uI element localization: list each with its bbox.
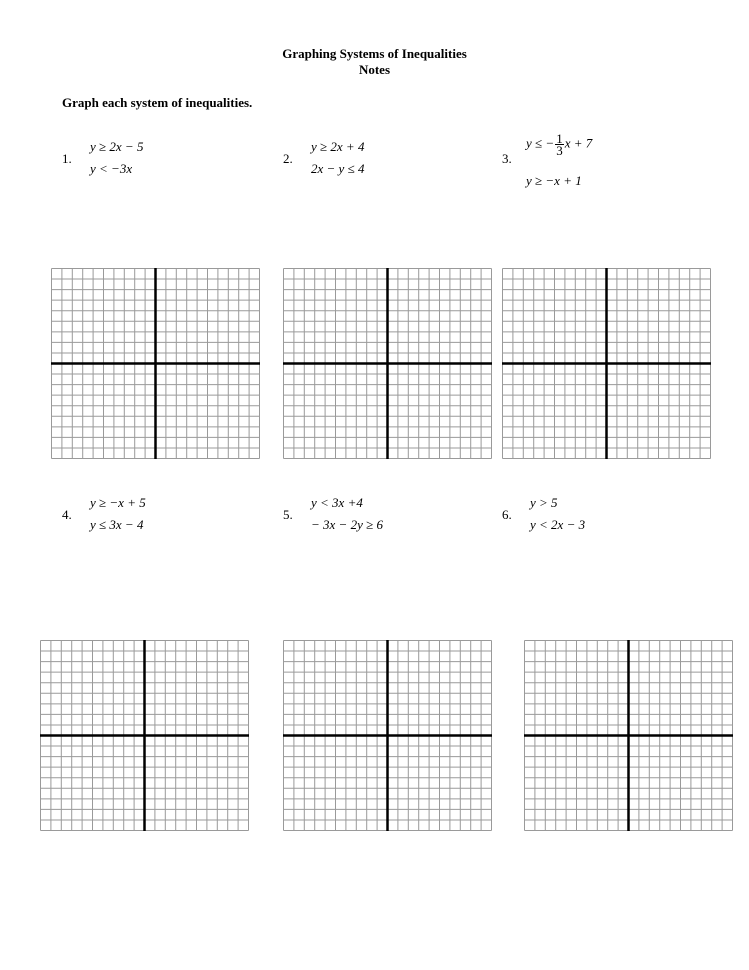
coordinate-grid-1[interactable] [51, 268, 260, 459]
coordinate-grid-2[interactable] [283, 268, 492, 459]
problem-number: 4. [62, 507, 72, 522]
inequality-1: y < 3x +4 [311, 495, 363, 510]
inequality-1-suffix: x + 7 [564, 135, 593, 151]
coordinate-grid-3[interactable] [502, 268, 711, 459]
inequality-1: y ≥ 2x + 4 [311, 139, 365, 154]
inequality-1 [526, 133, 592, 156]
page-subtitle: Notes [358, 62, 391, 77]
fraction [555, 133, 564, 156]
coordinate-grid-6[interactable] [524, 640, 733, 831]
instructions: Graph each system of inequalities. [62, 95, 253, 110]
inequality-1-prefix: y ≤ − [526, 135, 555, 151]
fraction-denominator: 3 [556, 143, 563, 158]
coordinate-grid-4[interactable] [40, 640, 249, 831]
problem-number: 2. [283, 151, 293, 166]
problem-number: 6. [502, 507, 512, 522]
inequality-2: y < −3x [90, 161, 133, 176]
page-title: Graphing Systems of Inequalities [282, 46, 467, 61]
problem-number: 3. [502, 151, 512, 166]
inequality-2: y ≥ −x + 1 [526, 173, 582, 188]
inequality-1: y > 5 [530, 495, 558, 510]
problem-number: 1. [62, 151, 72, 166]
inequality-1: y ≥ 2x − 5 [90, 139, 144, 154]
fraction-numerator: 1 [556, 131, 563, 146]
inequality-2: − 3x − 2y ≥ 6 [311, 517, 383, 532]
coordinate-grid-5[interactable] [283, 640, 492, 831]
inequality-2: y < 2x − 3 [530, 517, 586, 532]
problem-number: 5. [283, 507, 293, 522]
inequality-1: y ≥ −x + 5 [90, 495, 146, 510]
inequality-2: 2x − y ≤ 4 [311, 161, 365, 176]
inequality-2: y ≤ 3x − 4 [90, 517, 144, 532]
